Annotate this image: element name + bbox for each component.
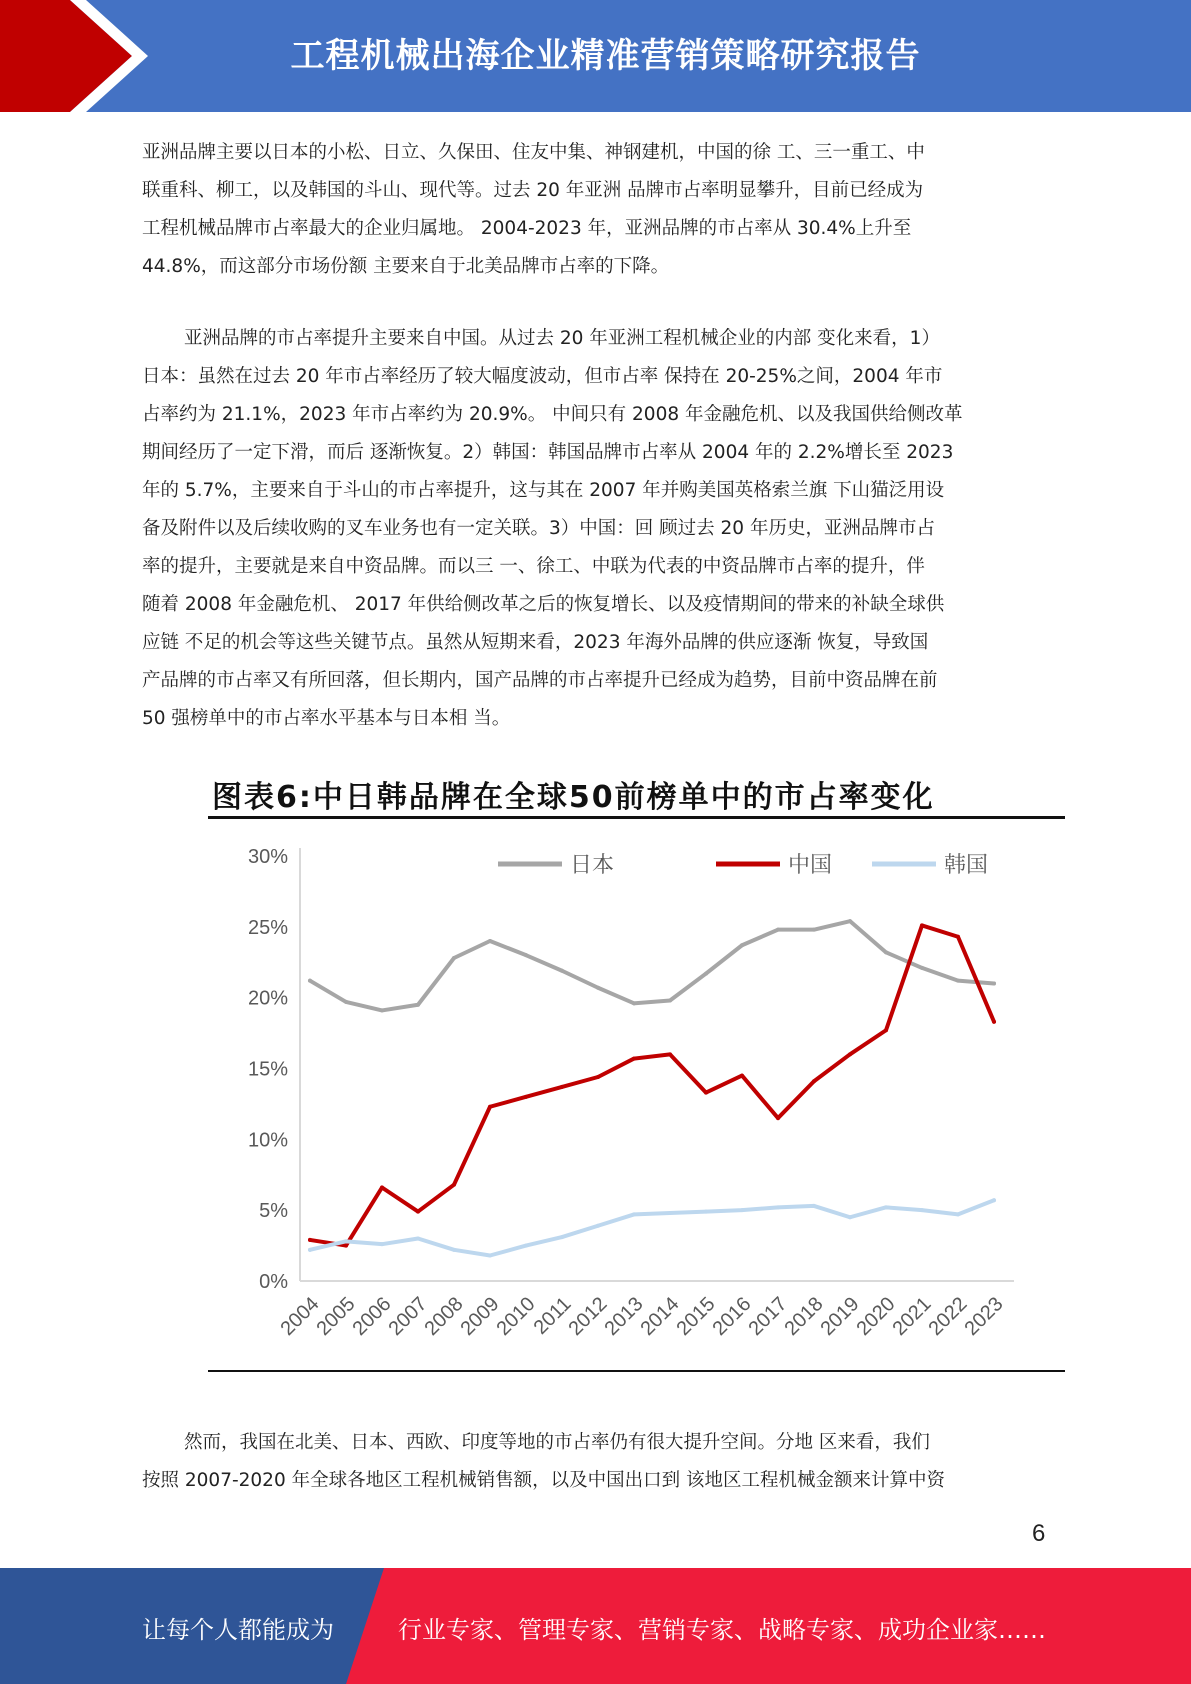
text-line: 亚洲品牌主要以日本的小松、日立、久保田、住友中集、神钢建机，中国的徐 工、三一重工、中 [142,142,925,163]
data-point [776,928,780,932]
data-point [812,1079,816,1083]
data-point [704,1210,708,1214]
x-tick-label: 2019 [816,1292,864,1341]
legend-label: 中国 [788,853,833,878]
text-line: 工程机械品牌市占率最大的企业归属地。 2004-2023 年，亚洲品牌的市占率从 30.4%上升至 [142,218,912,239]
data-point [308,979,312,983]
legend-label: 日本 [570,853,615,878]
data-point [992,982,996,986]
paragraph-regional-share [142,1424,1046,1500]
data-point [884,1205,888,1209]
x-tick-label: 2011 [529,1292,576,1339]
data-point [632,1057,636,1061]
text-line: 备及附件以及后续收购的叉车业务也有一定关联。3）中国：回 顾过去 20 年历史，亚洲品牌市占 [142,518,935,539]
chart-top-rule [208,816,1065,819]
text-line: 占率约为 21.1%，2023 年市占率约为 20.9%。 中间只有 2008 年金融危机、以及我国供给侧改革 [142,404,963,425]
text-line: 44.8%，而这部分市场份额 主要来自于北美品牌市占率的下降。 [142,256,670,277]
data-point [452,956,456,960]
data-point [596,1075,600,1079]
data-point [380,1186,384,1190]
text-line: 随着 2008 年金融危机、 2017 年供给侧改革之后的恢复增长、以及疫情期间的带来的补缺全球供 [142,594,945,615]
data-point [596,1224,600,1228]
market-share-line-chart [208,822,1065,1368]
data-point [344,1000,348,1004]
data-point [740,1074,744,1078]
data-point [884,950,888,954]
x-tick-label: 2007 [384,1292,432,1341]
data-point [596,986,600,990]
data-point [308,1238,312,1242]
data-point [740,1208,744,1212]
data-point [704,972,708,976]
data-point [992,1020,996,1024]
y-tick-label: 10% [247,1129,288,1152]
x-tick-label: 2009 [456,1292,504,1341]
data-point [992,1198,996,1202]
data-point [848,1052,852,1056]
text-line: 率的提升，主要就是来自中资品牌。而以三 一、徐工、中联为代表的中资品牌市占率的提升，伴 [142,556,925,577]
text-line: 亚洲品牌的市占率提升主要来自中国。从过去 20 年亚洲工程机械企业的内部 变化来看，1） [184,328,940,349]
data-point [920,966,924,970]
text-line: 应链 不足的机会等这些关键节点。虽然从短期来看，2023 年海外品牌的供应逐渐 恢复，导致国 [142,632,929,653]
x-tick-label: 2008 [420,1292,468,1341]
data-point [956,935,960,939]
data-point [668,1211,672,1215]
data-point [560,1235,564,1239]
data-point [812,928,816,932]
data-point [632,1001,636,1005]
text-line: 日本：虽然在过去 20 年市占率经历了较大幅度波动，但市占率 保持在 20-25%之间，2004 年市 [142,366,943,387]
x-tick-label: 2005 [312,1292,360,1341]
chart-title: 图表6:中日韩品牌在全球50前榜单中的市占率变化 [212,780,935,815]
y-tick-label: 25% [247,916,288,939]
text-line: 年的 5.7%，主要来自于斗山的市占率提升，这与其在 2007 年并购美国英格索兰旗 下山猫泛用设 [142,480,945,501]
data-point [416,1210,420,1214]
data-point [452,1183,456,1187]
x-tick-label: 2017 [744,1292,792,1341]
report-title: 工程机械出海企业精准营销策略研究报告 [290,36,921,76]
page-header [0,0,1191,112]
data-point [884,1028,888,1032]
x-tick-label: 2010 [492,1292,540,1341]
data-point [344,1239,348,1243]
data-point [488,939,492,943]
paragraph-china-share [142,320,1046,738]
text-line: 按照 2007-2020 年全球各地区工程机械销售额，以及中国出口到 该地区工程机械金额来计算中资 [142,1470,945,1491]
y-tick-label: 30% [247,846,288,868]
text-line: 期间经历了一定下滑，而后 逐渐恢复。2）韩国：韩国品牌市占率从 2004 年的 2.2%增长至 2023 [142,442,954,463]
data-point [416,1003,420,1007]
x-tick-label: 2014 [636,1292,684,1341]
text-line: 然而，我国在北美、日本、西欧、印度等地的市占率仍有很大提升空间。分地 区来看，我们 [184,1432,930,1453]
text-line: 50 强榜单中的市占率水平基本与日本相 当。 [142,708,511,729]
data-point [560,969,564,973]
data-point [524,1244,528,1248]
data-point [668,999,672,1003]
data-point [524,953,528,957]
y-tick-label: 0% [259,1271,288,1293]
data-point [380,1242,384,1246]
data-point [776,1205,780,1209]
data-point [560,1085,564,1089]
chart-bottom-rule [208,1370,1065,1372]
y-tick-label: 20% [247,987,288,1010]
x-tick-label: 2021 [888,1292,936,1341]
text-line: 联重科、柳工，以及韩国的斗山、现代等。过去 20 年亚洲 品牌市占率明显攀升，目前已经成为 [142,180,924,201]
data-point [524,1095,528,1099]
data-point [668,1052,672,1056]
data-point [920,1208,924,1212]
data-point [776,1116,780,1120]
legend-label: 韩国 [944,853,989,878]
text-line: 产品牌的市占率又有所回落，但长期内，国产品牌的市占率提升已经成为趋势，目前中资品牌在前 [142,670,938,691]
footer-slogan-left: 让每个人都能成为 [142,1616,334,1644]
page-number: 6 [1032,1520,1046,1547]
data-point [704,1091,708,1095]
data-point [488,1105,492,1109]
data-point [848,1215,852,1219]
data-point [416,1237,420,1241]
data-point [308,1248,312,1252]
x-tick-label: 2016 [708,1292,756,1341]
footer-slogan-right: 行业专家、管理专家、营销专家、战略专家、成功企业家…… [398,1616,1046,1644]
x-tick-label: 2020 [852,1292,900,1341]
data-point [380,1008,384,1012]
x-tick-label: 2012 [564,1292,612,1341]
x-tick-label: 2006 [348,1292,396,1341]
x-tick-label: 2023 [960,1292,1008,1341]
x-tick-label: 2018 [780,1292,828,1341]
data-point [632,1212,636,1216]
data-point [920,923,924,927]
data-point [956,1212,960,1216]
x-tick-label: 2022 [924,1292,972,1341]
series-line [310,925,994,1245]
page-footer [0,1568,1191,1684]
x-tick-label: 2004 [276,1292,324,1341]
x-tick-label: 2013 [600,1292,648,1341]
data-point [488,1254,492,1258]
data-point [344,1244,348,1248]
y-tick-label: 5% [259,1200,288,1223]
data-point [740,943,744,947]
data-point [848,919,852,923]
data-point [956,979,960,983]
data-point [452,1248,456,1252]
series-line [310,921,994,1010]
y-tick-label: 15% [247,1058,288,1081]
x-tick-label: 2015 [672,1292,720,1341]
paragraph-asian-brands [142,134,1046,286]
data-point [812,1204,816,1208]
